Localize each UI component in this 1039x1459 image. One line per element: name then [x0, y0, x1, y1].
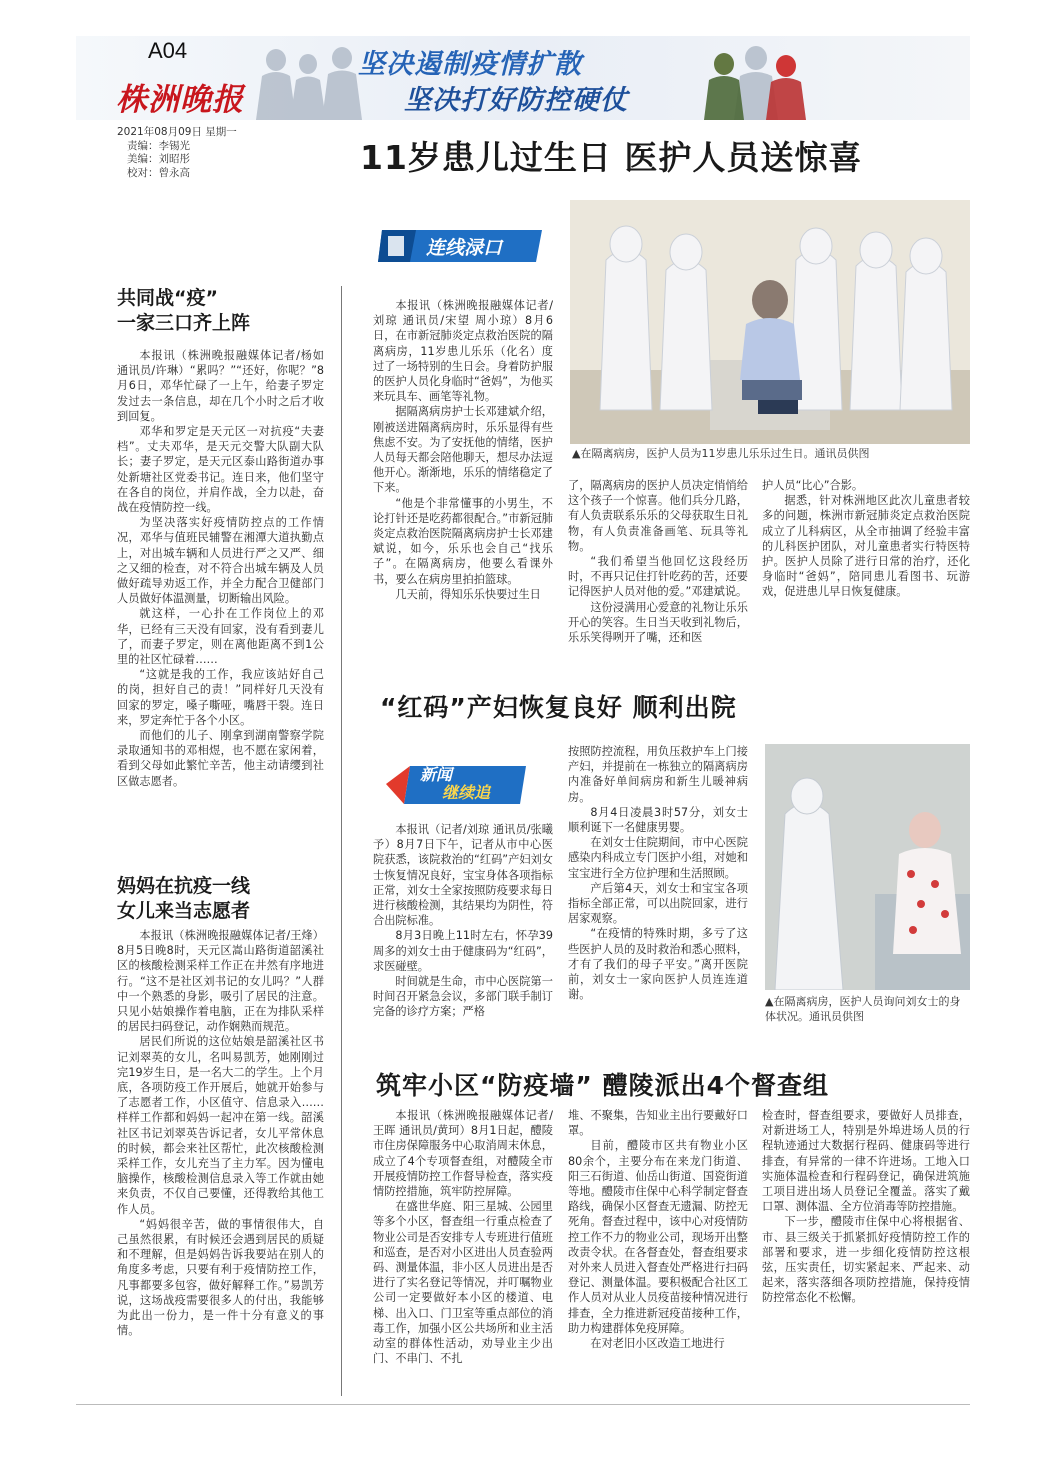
story3-c2-p2: 目前，醴陵市区共有物业小区80余个，主要分布在来龙门街道、阳三石街道、仙岳山街道、国瓷街道等地。醴陵市住保中心科学制定督查路线，确保小区督查无遗漏、防控无死角。督查过程中，该中心对疫情防控工作不力的物业公司，现场开出整改责令状。在各督查处，督查组要求对外来人员进入督查处严格进行扫码登记、测量体温。要积极配合社区工作人员对从业人员疫苗接种情况进行排查，全力推进新冠疫苗接种工作，助力构建群体免疫屏障。 — [568, 1139, 748, 1335]
side1-title-line1: 共同战“疫” — [117, 287, 218, 309]
story2-c2-p4: 产后第4天，刘女士和宝宝各项指标全部正常，可以出院回家，进行居家观察。 — [568, 881, 748, 926]
story1-c3-p2: 据悉，针对株洲地区此次儿童患者较多的问题，株洲市新冠肺炎定点救治医院成立了儿科病区，从全市抽调了经验丰富的儿科医护团队，对儿童患者实行特医特护。医护人员除了进行日常的治疗，还化身临时“爸妈”，陪同患儿看图书、玩游戏，促进患儿早日恢复健康。 — [762, 494, 970, 599]
story1-c1-p3: “他是个非常懂事的小男生，不论打针还是吃药都很配合。”市新冠肺炎定点救治医院隔离病房护士长邓建斌说，如今，乐乐也会自己“找乐子”。在隔离病房，他要么看课外书，要么在病房里拍拍篮球。 — [373, 496, 553, 586]
issue-date: 2021年08月09日 星期一 — [117, 126, 237, 138]
story3-column-2 — [568, 1108, 748, 1351]
side1-p6: 而他们的儿子、刚拿到湖南警察学院录取通知书的邓相煜，也不愿在家闲着，看到父母如此繁忙辛苦，他主动请缨到社区做志愿者。 — [117, 729, 324, 788]
side1-p1: 本报讯（株洲晚报融媒体记者/杨如 通讯员/许琳）“累吗？”“还好，你呢？”8月6日，邓华忙碌了一上午，给妻子罗定发过去一条信息，却在几个小时之后才收到回复。 — [117, 349, 324, 423]
story3-c3-p2: 下一步，醴陵市住保中心将根据省、市、县三级关于抓紧抓好疫情防控工作的部署和要求，进一步细化疫情防控这根弦，压实责任，切实紧起来、严起来、动起来，落实落细各项防控措施，保持疫情防控常态化不松懈。 — [762, 1215, 970, 1305]
bottom-rule — [76, 1404, 970, 1405]
story3-c2-p1: 堆、不聚集，告知业主出行要戴好口罩。 — [568, 1109, 748, 1138]
story1-c2-p1: 了，隔离病房的医护人员决定悄悄给这个孩子一个惊喜。他们兵分几路，有人负责联系乐乐的父母获取生日礼物，有人负责准备画笔、玩具等礼物。 — [568, 479, 748, 553]
side2-title-line1: 妈妈在抗疫一线 — [117, 875, 251, 897]
side1-p5: “这就是我的工作，我应该站好自己的岗，担好自己的责！”同样好几天没有回家的罗定，嗓子嘶哑，嘴唇干裂。连日来，罗定奔忙于各个小区。 — [117, 668, 324, 727]
editor-credit: 责编：李锡光 — [127, 139, 190, 152]
story2-photo-caption: ▲在隔离病房，医护人员询问刘女士的身体状况。通讯员供图 — [765, 995, 961, 1023]
story2-tag-line2: 继续追 — [442, 783, 491, 802]
story2-column-1 — [373, 822, 553, 1020]
story3-c1-p1: 本报讯（株洲晚报融媒体记者/王晖 通讯员/黄珂）8月1日起，醴陵市住房保障服务中心取消周末休息，成立了4个专项督查组，对醴陵全市开展疫情防控工作督导检查，落实疫情防控措施，筑牢防控屏障。 — [373, 1109, 553, 1199]
slogan-line-2: 坚决打好防控硬仗 — [404, 85, 628, 116]
story1-c3-p1: 护人员“比心”合影。 — [762, 479, 864, 492]
story2-c2-p2: 8月4日凌晨3时57分，刘女士顺利诞下一名健康男婴。 — [568, 805, 748, 835]
story1-tag-label: 连线渌口 — [426, 237, 503, 259]
story1-column-2 — [568, 478, 748, 645]
story3-c3-p1: 检查时，督查组要求，要做好人员排查，对新进场工人，特别是外埠进场人员的行程轨迹通过大数据行程码、健康码等进行排查，有异常的一律不许进场。工地入口实施体温检查和行程码登记，确保进筑施工项目进出场人员登记全覆盖。落实了戴口罩、测体温、全方位消毒等防控措施。 — [762, 1109, 970, 1214]
story2-c1-p3: 时间就是生命，市中心医院第一时间召开紧急会议，多部门联手制订完备的诊疗方案；严格 — [373, 975, 553, 1019]
story1-headline: 11岁患儿过生日 医护人员送惊喜 — [360, 138, 863, 177]
side1-p3: 为坚决落实好疫情防控点的工作情况，邓华与值班民辅警在湘潭大道执勤点上，对出城车辆和人员进行严之又严、细之又细的检查，对不符合出城车辆及人员做好疏导劝返工作，并全力配合卫健部门人员做好体温测量，切断输出风险。 — [117, 516, 324, 606]
story1-c1-p2: 据隔离病房护士长邓建斌介绍，刚被送进隔离病房时，乐乐显得有些焦虑不安。为了安抚他的情绪，医护人员每天都会陪他聊天，想尽办法逗他开心。渐渐地，乐乐的情绪稳定了下来。 — [373, 405, 553, 495]
story2-photo — [765, 744, 970, 990]
story1-column-3 — [762, 478, 970, 600]
masthead-banner — [76, 36, 970, 120]
story3-c1-p2: 在盛世华庭、阳三星城、公园里等多个小区，督查组一行重点检查了物业公司是否安排专人专班进行值班和巡查，是否对小区进出人员查验两码、测量体温，非小区人员进出是否进行了实名登记等情况，并叮嘱物业公司一定要做好本小区的楼道、电梯、出入口、门卫室等重点部位的消毒工作，加强小区公共场所和业主活动室的群体性活动，劝导业主少出门、不串门、不扎 — [373, 1200, 553, 1366]
story1-c1-p1: 本报讯（株洲晚报融媒体记者/刘琼 通讯员/宋望 周小琼）8月6日，在市新冠肺炎定点救治医院的隔离病房，11岁患儿乐乐（化名）度过了一场特别的生日会。身着防护服的医护人员化身临时“爸妈”，为他买来玩具车、画笔等礼物。 — [373, 299, 553, 404]
story2-c2-p1: 按照防控流程，用负压救护车上门接产妇，并提前在一栋独立的隔离病房内准备好单间病房和新生儿暖神病房。 — [568, 745, 748, 804]
story2-c2-p3: 在刘女士住院期间，市中心医院感染内科成立专门医护小组，对她和宝宝进行全方位护理和生活照顾。 — [568, 836, 748, 880]
birthday-photo-illustration — [570, 200, 970, 444]
side1-title — [117, 286, 250, 336]
proofreader-credit: 校对：曾永高 — [127, 166, 190, 179]
story2-column-2 — [568, 744, 748, 1002]
story2-headline: “红码”产妇恢复良好 顺利出院 — [380, 693, 737, 722]
slogan-line-1: 坚决遏制疫情扩散 — [358, 49, 582, 80]
issue-info — [117, 126, 237, 180]
brand-logo: 株洲晚报 — [116, 82, 244, 118]
side2-title-line2: 女儿来当志愿者 — [117, 900, 251, 922]
story1-c2-p2: “我们希望当他回忆这段经历时，不再只记住打针吃药的苦，还要记得医护人员对他的爱。”邓建斌说。 — [568, 555, 748, 599]
side1-p4: 就这样，一心扑在工作岗位上的邓华，已经有三天没有回家，没有看到妻儿了，而妻子罗定，则在离他距离不到1公里的社区忙碌着…… — [117, 607, 324, 667]
hospital-visit-photo-illustration — [765, 744, 970, 990]
story1-photo — [570, 200, 970, 444]
story3-column-1 — [373, 1108, 553, 1366]
story3-headline: 筑牢小区“防疫墙” 醴陵派出4个督查组 — [376, 1071, 829, 1100]
story2-tag — [380, 760, 530, 810]
story2-c2-p5: “在疫情的特殊时期，多亏了这些医护人员的及时救治和悉心照料，才有了我们的母子平安。”离开医院前，刘女士一家向医护人员连连道谢。 — [568, 927, 748, 1002]
side1-title-line2: 一家三口齐上阵 — [117, 312, 251, 334]
story1-c2-p3: 这份浸满用心爱意的礼物让乐乐开心的笑容。生日当天收到礼物后，乐乐笑得咧开了嘴，还和医 — [568, 600, 748, 645]
column-divider — [341, 286, 342, 1396]
story1-column-1 — [373, 298, 553, 602]
side2-p1: 本报讯（株洲晚报融媒体记者/王烽）8月5日晚8时，天元区嵩山路街道韶溪社区的核酸检测采样工作正在井然有序地进行。“这不是社区刘书记的女儿吗？”人群中一个熟悉的身影，吸引了居民的注意。只见小姑娘操作着电脑，正在为排队采样的居民扫码登记，动作娴熟而规范。 — [117, 929, 324, 1034]
story1-photo-caption: ▲在隔离病房，医护人员为11岁患儿乐乐过生日。通讯员供图 — [572, 447, 870, 460]
story2-tag-line1: 新闻 — [420, 765, 453, 784]
story1-tag — [376, 226, 548, 266]
side2-p2: 居民们所说的这位姑娘是韶溪社区书记刘翠英的女儿，名叫易凯芳，她刚刚过完19岁生日，是一名大二的学生。上个月底，各项防疫工作开展后，她就开始参与了志愿者工作，小区值守、信息录入……样样工作都和妈妈一起冲在第一线。韶溪社区书记刘翠英告诉记者，女儿平常休息的时候，都会来社区帮忙，此次核酸检测采样工作，女儿充当了主力军。因为懂电脑操作，核酸检测信息录入等工作就由她来负责，不仅自己要懂，还得教给其他工作人员。 — [117, 1035, 324, 1216]
story3-c2-p3: 在对老旧小区改造工地进行 — [590, 1337, 725, 1351]
side2-title — [117, 874, 250, 924]
story2-c1-p1: 本报讯（记者/刘琼 通讯员/张曦予）8月7日下午，记者从市中心医院获悉，该院救治的“红码”产妇刘女士恢复情况良好，宝宝身体各项指标正常，刘女士全家按照防疫要求每日进行核酸检测，其结果均为阴性，符合出院标准。 — [373, 823, 553, 928]
side2-p3: “妈妈很辛苦，做的事情很伟大，自己虽然很累，有时候还会遇到居民的质疑和不理解，但是妈妈告诉我要站在别人的角度多考虑，只要有利于疫情防控工作，凡事都要多包容，做好解释工作。”易凯芳说，这场战疫需要很多人的付出，我能够为此出一份力，是一件十分有意义的事情。 — [117, 1217, 324, 1338]
story1-c1-p4: 几天前，得知乐乐快要过生日 — [395, 587, 541, 601]
story2-c1-p2: 8月3日晚上11时左右，怀孕39周多的刘女士由于健康码为“红码”，求医碰壁。 — [373, 929, 553, 973]
side2-body — [117, 928, 324, 1338]
page-number: A04 — [148, 38, 188, 63]
side1-body — [117, 348, 324, 789]
story3-column-3 — [762, 1108, 970, 1306]
side1-p2: 邓华和罗定是天元区一对抗疫“夫妻档”。丈夫邓华，是天元交警大队副大队长；妻子罗定，是天元区泰山路街道办事处新塘社区党委书记。连日来，他们坚守在各自的岗位，并肩作战，全力以赴，奋战在疫情防控一线。 — [117, 425, 324, 515]
art-editor-credit: 美编：刘昭彤 — [127, 153, 190, 165]
